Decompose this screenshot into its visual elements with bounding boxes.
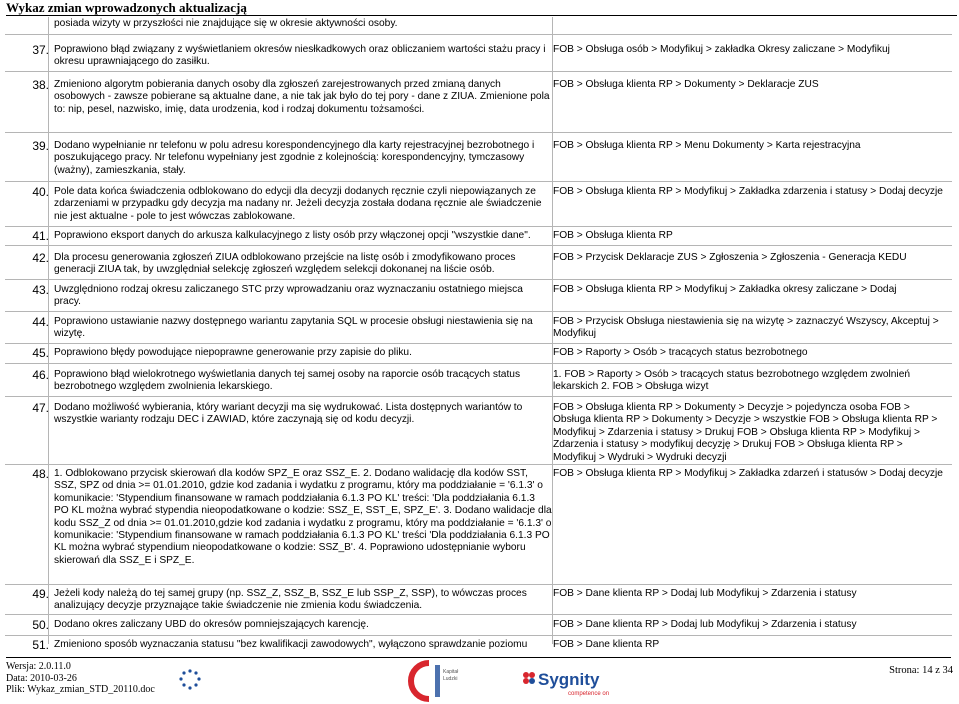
- row-number: 45.: [32, 346, 49, 360]
- row-location: FOB > Obsługa osób > Modyfikuj > zakładka Okresy zaliczane > Modyfikuj: [553, 44, 890, 55]
- table-row: [5, 312, 952, 344]
- eu-flag-logo: [168, 663, 268, 697]
- row-location: FOB > Obsługa klienta RP > Dokumenty > Deklaracje ZUS: [553, 79, 819, 90]
- row-number: 51.: [32, 638, 49, 652]
- eu-stars-icon: [170, 666, 210, 694]
- row-location: FOB > Dane klienta RP: [553, 639, 660, 650]
- row-number: 38.: [32, 78, 49, 92]
- document-title: Wykaz zmian wprowadzonych aktualizacją: [6, 0, 247, 15]
- sygnity-tagline: competence on: [568, 691, 610, 697]
- row-description: Poprawiono błąd wielokrotnego wyświetlania danych tej samej osoby na raporcie osób tracących status bezrobotnego względem zwolnienia lekarskiego.: [54, 369, 521, 393]
- footer-rule: [6, 657, 951, 658]
- table-row: [5, 17, 952, 35]
- table-row: [5, 397, 952, 465]
- row-location: FOB > Dane klienta RP > Dodaj lub Modyfikuj > Zdarzenia i statusy: [553, 619, 857, 630]
- row-location: FOB > Dane klienta RP > Dodaj lub Modyfikuj > Zdarzenia i statusy: [553, 588, 857, 599]
- table-row: [5, 280, 952, 312]
- table-row: [5, 465, 952, 585]
- row-number: 41.: [32, 229, 49, 243]
- kapital-ludzki-logo: [395, 659, 470, 703]
- table-row: [5, 182, 952, 227]
- table-row: [5, 585, 952, 615]
- table-row: [5, 344, 952, 364]
- table-row: [5, 636, 952, 652]
- table-row: [5, 227, 952, 246]
- version-text: Wersja: 2.0.11.0: [6, 661, 71, 672]
- row-number: 48.: [32, 467, 49, 481]
- header-rule: [6, 15, 957, 16]
- kl-logo-text-1: Kapitał: [443, 669, 459, 675]
- row-description: Pole data końca świadczenia odblokowano do edycji dla decyzji dodanych ręcznie czyli niepowiązanych ze zdarzeniami w przypadku gdy decyzja ma nadany nr. Jeżeli decyzja została dodana ręcznie ale świadczenie nie jest aktualne - pole to jest wówczas zablokowane.: [54, 186, 542, 222]
- sygnity-dots-icon: [523, 672, 535, 684]
- row-location: FOB > Przycisk Obsługa niestawienia się na wizytę > zaznaczyć Wszyscy, Akceptuj > Modyfikuj: [553, 316, 939, 340]
- table-row: [5, 133, 952, 182]
- row-number: 46.: [32, 368, 49, 382]
- row-location: FOB > Obsługa klienta RP > Modyfikuj > Zakładka zdarzeń i statusów > Dodaj decyzje: [553, 468, 943, 479]
- row-description: Uwzględniono rodzaj okresu zaliczanego STC przy wprowadzaniu oraz wyznaczaniu ostatniego miejsca pracy.: [54, 284, 523, 308]
- table-row: [5, 364, 952, 397]
- row-description: Dodano wypełnianie nr telefonu w polu adresu korespondencyjnego dla karty rejestracyjnej bezrobotnego i poszukującego pracy. Nr telefonu wypełniany jest zgodnie z kolejnością: korespondencyjny, tymczasowy (ważny), zamieszkania, stały.: [54, 140, 535, 176]
- page-footer: [0, 657, 959, 704]
- sygnity-logo: [520, 663, 620, 699]
- row-description: Poprawiono błąd związany z wyświetlaniem okresów niesłkadkowych oraz obliczaniem wartości stażu pracy i okresu uprawniającego do zasiłku.: [54, 44, 546, 68]
- row-number: 49.: [32, 587, 49, 601]
- page-number: Strona: 14 z 34: [889, 665, 953, 676]
- row-number: 40.: [32, 185, 49, 199]
- row-description: Jeżeli kody należą do tej samej grupy (np. SSZ_Z, SSZ_B, SSZ_E lub SSP_Z, SSP), to wówczas proces analizujący decyzje przyznające takie świadczenie nie zmienia kodu świadczenia.: [54, 588, 527, 612]
- row-description: Dodano okres zaliczany UBD do okresów pomniejszających karencję.: [54, 619, 369, 630]
- table-row: [5, 615, 952, 636]
- kl-arc-icon: [411, 663, 429, 699]
- row-location: FOB > Obsługa klienta RP > Modyfikuj > Zakładka zdarzenia i statusy > Dodaj decyzje: [553, 186, 943, 197]
- row-number: 42.: [32, 251, 49, 265]
- file-text: Plik: Wykaz_zmian_STD_20110.doc: [6, 684, 155, 695]
- row-description: Zmieniono sposób wyznaczania statusu "bez kwalifikacji zawodowych", wyłączono sprawdzanie poziomu: [54, 639, 528, 650]
- row-number: 47.: [32, 401, 49, 415]
- row-location: FOB > Raporty > Osób > tracących status bezrobotnego: [553, 347, 808, 358]
- row-description: Zmieniono algorytm pobierania danych osoby dla zgłoszeń zarejestrowanych przed zmianą danych osobowych - zawsze pobierane są aktualne dane, a nie tak jak było do tej pory - dane z ZIUA. Zmienione pola to: nip, pesel, nazwisko, imię, data urodzenia, kod i rodzaj dokumentu tożsamości.: [54, 79, 550, 115]
- date-text: Data: 2010-03-26: [6, 672, 77, 684]
- row-location: FOB > Obsługa klienta RP > Menu Dokumenty > Karta rejestracyjna: [553, 140, 861, 151]
- document-meta: [6, 661, 155, 696]
- row-description: Poprawiono błędy powodujące niepoprawne generowanie przy zapisie do pliku.: [54, 347, 412, 358]
- row-location: FOB > Przycisk Deklaracje ZUS > Zgłoszenia > Zgłoszenia - Generacja KEDU: [553, 252, 907, 263]
- row-description: Poprawiono ustawianie nazwy dostępnego wariantu zapytania SQL w procesie obsługi niestawienia się na wizytę.: [54, 316, 533, 340]
- row-description: Dodano możliwość wybierania, który wariant decyzji ma się wydrukować. Lista dostępnych wariantów to wszystkie warianty rodzaju DEC i ZAWIAD, które zaczynają się od kodu decyzji.: [54, 402, 523, 426]
- row-number: 43.: [32, 283, 49, 297]
- row-description: Poprawiono eksport danych do arkusza kalkulacyjnego z listy osób przy włączonej opcji "wszystkie dane".: [54, 230, 531, 241]
- document-header: [6, 0, 951, 15]
- row-description: posiada wizyty w przyszłości nie znajdujące się w okresie aktywności osoby.: [54, 18, 398, 29]
- row-location: FOB > Obsługa klienta RP > Modyfikuj > Zakładka okresy zaliczane > Dodaj: [553, 284, 897, 295]
- row-location: FOB > Obsługa klienta RP: [553, 230, 673, 241]
- row-location: 1. FOB > Raporty > Osób > tracących status bezrobotnego względem zwolnień lekarskich 2. FOB > Obsługa wizyt: [553, 369, 911, 393]
- sygnity-wordmark: Sygnity: [538, 670, 600, 689]
- kl-logo-text-2: Ludzki: [443, 676, 458, 682]
- row-number: 50.: [32, 618, 49, 632]
- table-row: [5, 246, 952, 280]
- row-location: FOB > Obsługa klienta RP > Dokumenty > Decyzje > pojedyncza osoba FOB > Obsługa klienta RP > Dokumenty > Decyzje > wszystkie FOB > Obsługa klienta RP > Modyfikuj > Zdarzenia i statusy > Drukuj FOB > Obsługa klienta RP > Modyfikuj > Zdarzenia i statusy > modyfikuj decyzję > Drukuj FOB > Obsługa klienta RP > Modyfikuj > Wydruki > Wydruki decyzji: [553, 402, 938, 463]
- row-description: Dla procesu generowania zgłoszeń ZIUA odblokowano przejście na listę osób i zmodyfikowano proces generacji ZIUA tak, by uwzględniał selekcję zgłoszeń względem selekcji dokonanej na liście osób.: [54, 252, 516, 276]
- row-description: 1. Odblokowano przycisk skierowań dla kodów SPZ_E oraz SSZ_E. 2. Dodano walidację dla kodów SST, SSZ, SPZ od dnia >= 01.01.2010, gdzie kod zadania i wydatku z programu, który ma poddziałanie = '6.1.3' o komunikacie: 'Stypendium finansowane w ramach poddziałania 6.1.3 PO KL' treści: 'Dla poddziałania 6.1.3 PO KL można wybrać stypendia nieopodatkowane o kodzie: SSZ_E, SST_E, SPZ_E'. 3. Dodano walidacje dla kodu SSZ_Z od dnia >= 01.01.2010,gdzie kod zadania i wydatku z programu, który ma poddziałanie = '6.1.3' o komunikacie: 'Stypendium finansowane w ramach poddziałania 6.1.3 PO KL' treści 'Dla poddziałania 6.1.3 PO KL można wybrać stypendium nieopodatkowane o kodzie: SSZ_B'. 4. Poprawiono udostępnianie wyboru skierowań dla SSZ_E i SPZ_E.: [54, 468, 552, 566]
- row-number: 44.: [32, 315, 49, 329]
- row-number: 39.: [32, 139, 49, 153]
- row-number: 37.: [32, 43, 49, 57]
- table-row: [5, 35, 952, 72]
- table-row: [5, 72, 952, 133]
